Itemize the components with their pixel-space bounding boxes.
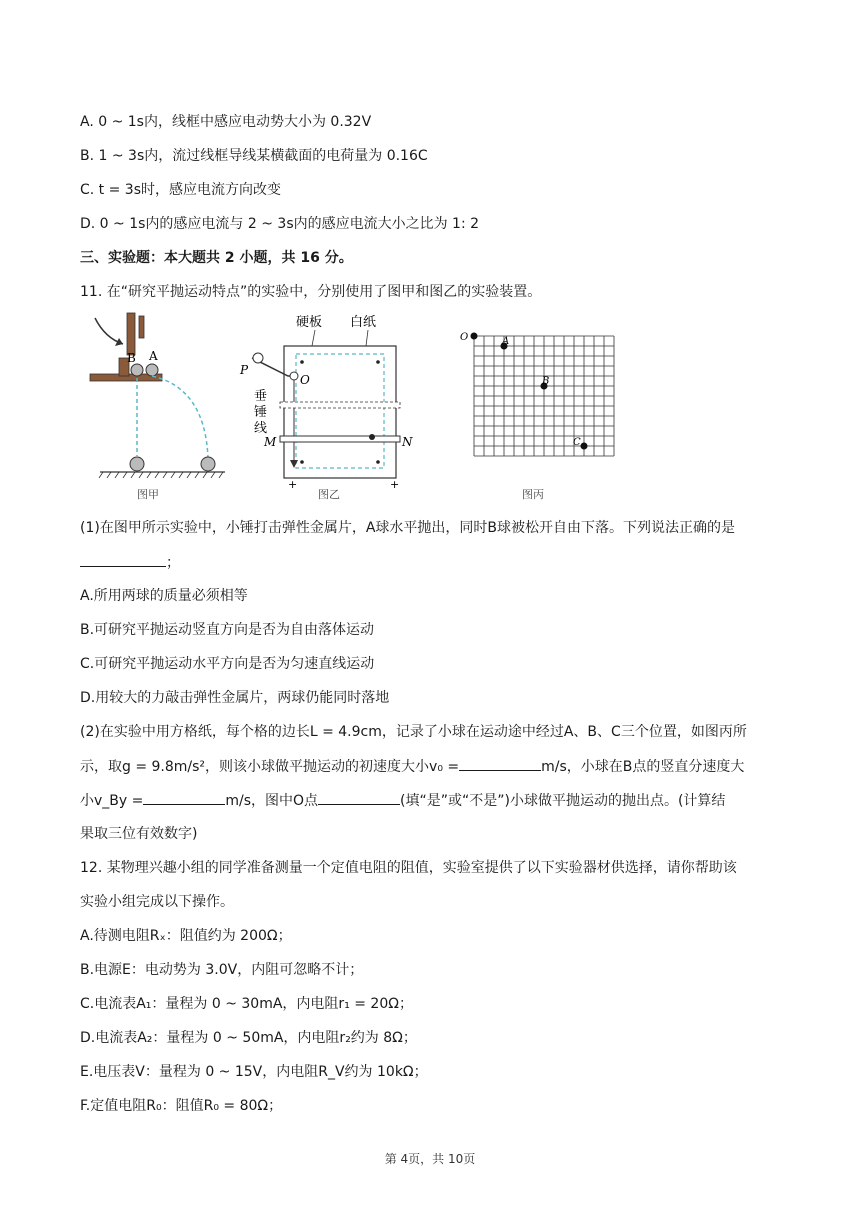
q11-part1-line1: (1)在图甲所示实验中，小锤打击弹性金属片，A球水平抛出，同时B球被松开自由下落。下列说法正确的是 bbox=[80, 520, 736, 536]
svg-text:+: + bbox=[288, 478, 298, 491]
label-a: A bbox=[149, 349, 158, 363]
label-hard-board: 硬板 bbox=[296, 315, 323, 330]
label-a: A bbox=[502, 336, 510, 347]
label-plumb-3: 线 bbox=[254, 421, 268, 436]
answer-blank-vby[interactable] bbox=[143, 790, 225, 805]
choice-a: A.所用两球的质量必须相等 bbox=[80, 588, 248, 604]
q11-part2-line1: (2)在实验中用方格纸，每个格的边长L = 4.9cm，记录了小球在运动途中经过A、B、C三个位置，如图丙所 bbox=[80, 724, 747, 740]
figure-yi bbox=[230, 312, 430, 492]
label-c: C bbox=[573, 437, 581, 448]
answer-blank-o[interactable] bbox=[318, 790, 400, 805]
q11-stem: 11. 在“研究平抛运动特点”的实验中，分别使用了图甲和图乙的实验装置。 bbox=[80, 284, 542, 300]
label-m: M bbox=[264, 435, 277, 449]
q12-item-a: A.待测电阻Rₓ：阻值约为 200Ω； bbox=[80, 928, 292, 944]
q12-stem-line2: 实验小组完成以下操作。 bbox=[80, 894, 234, 910]
label-b: B bbox=[127, 351, 136, 365]
answer-blank-v0[interactable] bbox=[459, 756, 541, 771]
option-c: C. t = 3s时，感应电流方向改变 bbox=[80, 182, 281, 198]
figure-bing bbox=[460, 330, 620, 470]
caption-jia: 图甲 bbox=[137, 488, 159, 501]
section-title: 三、实验题：本大题共 2 小题，共 16 分。 bbox=[80, 250, 353, 266]
label-plumb-1: 垂 bbox=[254, 389, 268, 404]
label-b: B bbox=[542, 376, 550, 387]
q11-part2-line4: 果取三位有效数字) bbox=[80, 826, 198, 842]
q11-part2-line2: 示，取g = 9.8m/s²，则该小球做平抛运动的初速度大小v₀ = m/s，小球在B点的竖直分速度大 bbox=[80, 756, 744, 777]
option-a: A. 0 ~ 1s内，线框中感应电动势大小为 0.32V bbox=[80, 114, 372, 130]
answer-blank-1[interactable] bbox=[80, 552, 166, 567]
q12-item-d: D.电流表A₂：量程为 0 ~ 50mA，内电阻r₂约为 8Ω； bbox=[80, 1030, 417, 1046]
q12-item-f: F.定值电阻R₀：阻值R₀ = 80Ω； bbox=[80, 1098, 283, 1114]
caption-yi: 图乙 bbox=[318, 488, 340, 501]
label-p: P bbox=[240, 363, 249, 377]
q12-item-c: C.电流表A₁：量程为 0 ~ 30mA，内电阻r₁ = 20Ω； bbox=[80, 996, 413, 1012]
label-white-paper: 白纸 bbox=[350, 315, 377, 330]
q12-item-b: B.电源E：电动势为 3.0V，内阻可忽略不计； bbox=[80, 962, 364, 978]
label-o: O bbox=[300, 373, 310, 387]
q12-item-e: E.电压表V：量程为 0 ~ 15V，内电阻R_V约为 10kΩ； bbox=[80, 1064, 428, 1080]
q11-part2-line3: 小v_By = m/s，图中O点 (填“是”或“不是”)小球做平抛运动的抛出点。(计算结 bbox=[80, 790, 725, 811]
q12-stem-line1: 12. 某物理兴趣小组的同学准备测量一个定值电阻的阻值，实验室提供了以下实验器材供选择，请你帮助该 bbox=[80, 860, 737, 876]
page-footer: 第 4页，共 10页 bbox=[384, 1152, 476, 1166]
option-d: D. 0 ~ 1s内的感应电流与 2 ~ 3s内的感应电流大小之比为 1: 2 bbox=[80, 216, 480, 232]
figure-jia bbox=[85, 308, 235, 508]
label-plumb-2: 锤 bbox=[254, 405, 268, 420]
svg-text:+: + bbox=[390, 478, 400, 491]
caption-bing: 图丙 bbox=[522, 488, 544, 501]
label-o: O bbox=[460, 332, 469, 343]
choice-d: D.用较大的力敲击弹性金属片，两球仍能同时落地 bbox=[80, 690, 390, 706]
label-n: N bbox=[402, 435, 413, 449]
choice-b: B.可研究平抛运动竖直方向是否为自由落体运动 bbox=[80, 622, 375, 638]
option-b: B. 1 ~ 3s内，流过线框导线某横截面的电荷量为 0.16C bbox=[80, 148, 428, 164]
choice-c: C.可研究平抛运动水平方向是否为匀速直线运动 bbox=[80, 656, 375, 672]
q11-part1-line2: ； bbox=[80, 552, 180, 573]
